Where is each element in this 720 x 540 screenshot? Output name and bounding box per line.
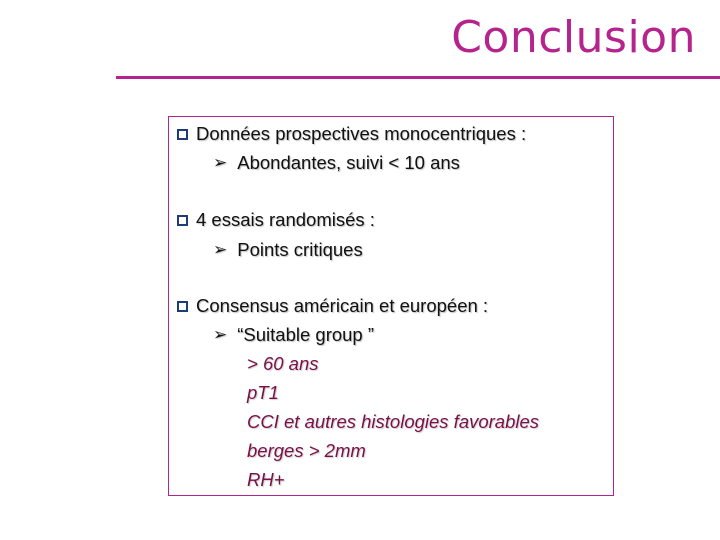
bullet-label: Consensus américain et européen :	[196, 295, 489, 316]
bullet-item	[177, 209, 375, 231]
square-bullet-icon	[177, 301, 188, 312]
bullet-item	[177, 295, 488, 317]
criteria-item: CCI et autres histologies favorables	[247, 411, 540, 432]
criteria-item: RH+	[247, 469, 285, 490]
title-divider	[116, 76, 720, 79]
criteria-item: pT1	[247, 382, 279, 403]
sub-bullet-item	[213, 152, 460, 174]
square-bullet-icon	[177, 215, 188, 226]
page-title: Conclusion	[451, 12, 696, 63]
sub-bullet-label: Abondantes, suivi < 10 ans	[237, 152, 460, 173]
bullet-label: 4 essais randomisés :	[196, 209, 375, 230]
arrow-bullet-icon: ➢	[213, 325, 228, 344]
sub-bullet-item	[213, 239, 363, 261]
sub-bullet-label: “Suitable group ”	[237, 324, 375, 345]
sub-bullet-item	[213, 324, 374, 346]
arrow-bullet-icon: ➢	[213, 153, 228, 172]
criteria-item: > 60 ans	[247, 353, 319, 374]
bullet-item	[177, 123, 526, 145]
bullet-label: Données prospectives monocentriques :	[196, 123, 527, 144]
square-bullet-icon	[177, 129, 188, 140]
criteria-item: berges > 2mm	[247, 440, 366, 461]
arrow-bullet-icon: ➢	[213, 240, 228, 259]
content-box	[168, 116, 614, 496]
sub-bullet-label: Points critiques	[237, 239, 363, 260]
